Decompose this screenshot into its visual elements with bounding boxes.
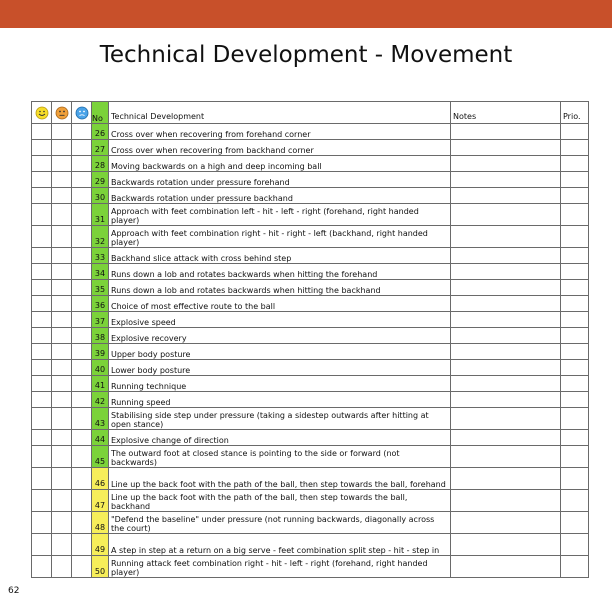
notes-cell[interactable]: [451, 312, 561, 328]
notes-cell[interactable]: [451, 446, 561, 468]
row-description: Approach with feet combination right - hit - right - left (backhand, right handed player): [109, 226, 451, 248]
prio-cell[interactable]: [561, 408, 589, 430]
table-row: [32, 534, 589, 556]
row-description: Explosive speed: [109, 312, 451, 328]
row-number: 50: [92, 556, 109, 578]
row-number: 27: [92, 140, 109, 156]
neutral-rating-cell[interactable]: [52, 556, 72, 578]
neutral-rating-cell[interactable]: [52, 512, 72, 534]
neutral-rating-cell[interactable]: [52, 312, 72, 328]
notes-cell[interactable]: [451, 124, 561, 140]
notes-cell[interactable]: [451, 430, 561, 446]
table-row: [32, 280, 589, 296]
prio-cell[interactable]: [561, 534, 589, 556]
row-number: 43: [92, 408, 109, 430]
prio-cell[interactable]: [561, 124, 589, 140]
happy-rating-cell[interactable]: [32, 140, 52, 156]
notes-cell[interactable]: [451, 296, 561, 312]
confused-rating-cell[interactable]: [72, 312, 92, 328]
prio-cell[interactable]: [561, 392, 589, 408]
happy-rating-cell[interactable]: [32, 188, 52, 204]
row-number: 49: [92, 534, 109, 556]
row-number: 44: [92, 430, 109, 446]
confused-rating-cell[interactable]: [72, 430, 92, 446]
notes-cell[interactable]: [451, 392, 561, 408]
row-number: 48: [92, 512, 109, 534]
happy-rating-cell[interactable]: [32, 328, 52, 344]
happy-rating-cell[interactable]: [32, 392, 52, 408]
neutral-rating-cell[interactable]: [52, 226, 72, 248]
prio-cell[interactable]: [561, 296, 589, 312]
happy-rating-cell[interactable]: [32, 468, 52, 490]
confused-rating-cell[interactable]: [72, 328, 92, 344]
prio-cell[interactable]: [561, 204, 589, 226]
neutral-rating-cell[interactable]: [52, 392, 72, 408]
table-row: [32, 204, 589, 226]
neutral-rating-cell[interactable]: [52, 360, 72, 376]
table-row: [32, 264, 589, 280]
table-header-row: [32, 102, 589, 124]
table-row: [32, 344, 589, 360]
neutral-rating-cell[interactable]: [52, 490, 72, 512]
happy-rating-cell[interactable]: [32, 124, 52, 140]
row-number: 37: [92, 312, 109, 328]
table-row: [32, 312, 589, 328]
confused-rating-cell[interactable]: [72, 376, 92, 392]
confused-rating-cell[interactable]: [72, 468, 92, 490]
neutral-rating-cell[interactable]: [52, 140, 72, 156]
neutral-rating-cell[interactable]: [52, 124, 72, 140]
table-row: [32, 226, 589, 248]
page-number: 62: [8, 586, 20, 596]
happy-rating-cell[interactable]: [32, 226, 52, 248]
row-description: Stabilising side step under pressure (taking a sidestep outwards after hitting at open stance): [109, 408, 451, 430]
table-row: [32, 140, 589, 156]
prio-cell[interactable]: [561, 226, 589, 248]
row-description: Lower body posture: [109, 360, 451, 376]
row-description: Line up the back foot with the path of the ball, then step towards the ball, forehand: [109, 468, 451, 490]
neutral-rating-cell[interactable]: [52, 534, 72, 556]
row-number: 31: [92, 204, 109, 226]
happy-rating-cell[interactable]: [32, 376, 52, 392]
notes-cell[interactable]: [451, 344, 561, 360]
row-number: 26: [92, 124, 109, 140]
row-description: Moving backwards on a high and deep incoming ball: [109, 156, 451, 172]
neutral-rating-cell[interactable]: [52, 296, 72, 312]
prio-cell[interactable]: [561, 156, 589, 172]
notes-cell[interactable]: [451, 376, 561, 392]
row-number: 39: [92, 344, 109, 360]
happy-rating-cell[interactable]: [32, 248, 52, 264]
happy-face-icon: [32, 102, 52, 124]
confused-rating-cell[interactable]: [72, 534, 92, 556]
prio-cell[interactable]: [561, 172, 589, 188]
neutral-rating-cell[interactable]: [52, 344, 72, 360]
prio-cell[interactable]: [561, 140, 589, 156]
table-row: [32, 446, 589, 468]
happy-rating-cell[interactable]: [32, 296, 52, 312]
neutral-rating-cell[interactable]: [52, 264, 72, 280]
row-number: 28: [92, 156, 109, 172]
neutral-rating-cell[interactable]: [52, 376, 72, 392]
column-header-technical-development: Technical Development: [109, 102, 451, 124]
column-header-no: No: [92, 102, 109, 124]
prio-cell[interactable]: [561, 344, 589, 360]
neutral-rating-cell[interactable]: [52, 204, 72, 226]
happy-rating-cell[interactable]: [32, 512, 52, 534]
row-description: Explosive recovery: [109, 328, 451, 344]
notes-cell[interactable]: [451, 534, 561, 556]
neutral-rating-cell[interactable]: [52, 328, 72, 344]
row-description: Approach with feet combination left - hit - left - right (forehand, right handed player): [109, 204, 451, 226]
neutral-rating-cell[interactable]: [52, 172, 72, 188]
row-description: Upper body posture: [109, 344, 451, 360]
row-description: A step in step at a return on a big serve - feet combination split step - hit - step in: [109, 534, 451, 556]
table-row: [32, 376, 589, 392]
notes-cell[interactable]: [451, 280, 561, 296]
happy-rating-cell[interactable]: [32, 264, 52, 280]
prio-cell[interactable]: [561, 512, 589, 534]
notes-cell[interactable]: [451, 468, 561, 490]
neutral-rating-cell[interactable]: [52, 280, 72, 296]
confused-rating-cell[interactable]: [72, 556, 92, 578]
prio-cell[interactable]: [561, 446, 589, 468]
technical-development-table: [31, 101, 589, 578]
row-description: Runs down a lob and rotates backwards when hitting the forehand: [109, 264, 451, 280]
prio-cell[interactable]: [561, 468, 589, 490]
table-row: [32, 124, 589, 140]
row-description: Explosive change of direction: [109, 430, 451, 446]
confused-rating-cell[interactable]: [72, 408, 92, 430]
row-number: 36: [92, 296, 109, 312]
neutral-rating-cell[interactable]: [52, 156, 72, 172]
confused-rating-cell[interactable]: [72, 512, 92, 534]
notes-cell[interactable]: [451, 328, 561, 344]
happy-rating-cell[interactable]: [32, 408, 52, 430]
row-description: Backwards rotation under pressure forehand: [109, 172, 451, 188]
confused-rating-cell[interactable]: [72, 264, 92, 280]
row-number: 40: [92, 360, 109, 376]
confused-rating-cell[interactable]: [72, 226, 92, 248]
neutral-rating-cell[interactable]: [52, 248, 72, 264]
row-number: 33: [92, 248, 109, 264]
notes-cell[interactable]: [451, 188, 561, 204]
row-number: 35: [92, 280, 109, 296]
confused-rating-cell[interactable]: [72, 392, 92, 408]
prio-cell[interactable]: [561, 280, 589, 296]
table-row: [32, 188, 589, 204]
confused-rating-cell[interactable]: [72, 140, 92, 156]
table-row: [32, 556, 589, 578]
table-row: [32, 408, 589, 430]
happy-rating-cell[interactable]: [32, 344, 52, 360]
prio-cell[interactable]: [561, 264, 589, 280]
happy-rating-cell[interactable]: [32, 490, 52, 512]
happy-rating-cell[interactable]: [32, 360, 52, 376]
table-row: [32, 328, 589, 344]
confused-rating-cell[interactable]: [72, 204, 92, 226]
neutral-rating-cell[interactable]: [52, 430, 72, 446]
happy-rating-cell[interactable]: [32, 312, 52, 328]
happy-rating-cell[interactable]: [32, 156, 52, 172]
row-number: 32: [92, 226, 109, 248]
row-number: 30: [92, 188, 109, 204]
happy-rating-cell[interactable]: [32, 280, 52, 296]
confused-rating-cell[interactable]: [72, 344, 92, 360]
confused-rating-cell[interactable]: [72, 248, 92, 264]
neutral-rating-cell[interactable]: [52, 188, 72, 204]
neutral-rating-cell[interactable]: [52, 468, 72, 490]
prio-cell[interactable]: [561, 490, 589, 512]
page-title: Technical Development - Movement: [99, 42, 513, 68]
table-row: [32, 248, 589, 264]
row-description: "Defend the baseline" under pressure (not running backwards, diagonally across the court): [109, 512, 451, 534]
row-number: 41: [92, 376, 109, 392]
confused-rating-cell[interactable]: [72, 280, 92, 296]
notes-cell[interactable]: [451, 140, 561, 156]
notes-cell[interactable]: [451, 264, 561, 280]
row-number: 34: [92, 264, 109, 280]
table-row: [32, 490, 589, 512]
row-description: Cross over when recovering from backhand corner: [109, 140, 451, 156]
happy-rating-cell[interactable]: [32, 556, 52, 578]
row-description: Running speed: [109, 392, 451, 408]
row-description: Running technique: [109, 376, 451, 392]
confused-rating-cell[interactable]: [72, 296, 92, 312]
row-number: 46: [92, 468, 109, 490]
table-row: [32, 360, 589, 376]
happy-rating-cell[interactable]: [32, 446, 52, 468]
row-number: 47: [92, 490, 109, 512]
confused-rating-cell[interactable]: [72, 156, 92, 172]
table-row: [32, 156, 589, 172]
notes-cell[interactable]: [451, 204, 561, 226]
happy-rating-cell[interactable]: [32, 172, 52, 188]
happy-rating-cell[interactable]: [32, 430, 52, 446]
confused-rating-cell[interactable]: [72, 172, 92, 188]
header-bar: [0, 0, 612, 28]
prio-cell[interactable]: [561, 328, 589, 344]
row-description: Cross over when recovering from forehand corner: [109, 124, 451, 140]
prio-cell[interactable]: [561, 312, 589, 328]
table-row: [32, 392, 589, 408]
table-row: [32, 512, 589, 534]
confused-face-icon: [72, 102, 92, 124]
notes-cell[interactable]: [451, 490, 561, 512]
notes-cell[interactable]: [451, 226, 561, 248]
notes-cell[interactable]: [451, 360, 561, 376]
column-header-notes: Notes: [451, 102, 561, 124]
row-number: 29: [92, 172, 109, 188]
notes-cell[interactable]: [451, 156, 561, 172]
notes-cell[interactable]: [451, 556, 561, 578]
prio-cell[interactable]: [561, 430, 589, 446]
confused-rating-cell[interactable]: [72, 188, 92, 204]
row-description: Running attack feet combination right - hit - left - right (forehand, right handed player): [109, 556, 451, 578]
table-row: [32, 468, 589, 490]
row-description: Backhand slice attack with cross behind step: [109, 248, 451, 264]
notes-cell[interactable]: [451, 408, 561, 430]
table-row: [32, 172, 589, 188]
row-number: 45: [92, 446, 109, 468]
table-row: [32, 296, 589, 312]
notes-cell[interactable]: [451, 248, 561, 264]
column-header-prio: Prio.: [561, 102, 589, 124]
row-description: Runs down a lob and rotates backwards when hitting the backhand: [109, 280, 451, 296]
happy-rating-cell[interactable]: [32, 204, 52, 226]
table-row: [32, 430, 589, 446]
row-number: 38: [92, 328, 109, 344]
neutral-rating-cell[interactable]: [52, 446, 72, 468]
notes-cell[interactable]: [451, 172, 561, 188]
prio-cell[interactable]: [561, 188, 589, 204]
confused-rating-cell[interactable]: [72, 490, 92, 512]
prio-cell[interactable]: [561, 360, 589, 376]
row-description: Backwards rotation under pressure backhand: [109, 188, 451, 204]
neutral-face-icon: [52, 102, 72, 124]
neutral-rating-cell[interactable]: [52, 408, 72, 430]
confused-rating-cell[interactable]: [72, 446, 92, 468]
happy-rating-cell[interactable]: [32, 534, 52, 556]
row-description: Choice of most effective route to the ball: [109, 296, 451, 312]
row-description: The outward foot at closed stance is pointing to the side or forward (not backwards): [109, 446, 451, 468]
row-description: Line up the back foot with the path of the ball, then step towards the ball, backhand: [109, 490, 451, 512]
row-number: 42: [92, 392, 109, 408]
confused-rating-cell[interactable]: [72, 124, 92, 140]
prio-cell[interactable]: [561, 248, 589, 264]
prio-cell[interactable]: [561, 556, 589, 578]
prio-cell[interactable]: [561, 376, 589, 392]
notes-cell[interactable]: [451, 512, 561, 534]
confused-rating-cell[interactable]: [72, 360, 92, 376]
